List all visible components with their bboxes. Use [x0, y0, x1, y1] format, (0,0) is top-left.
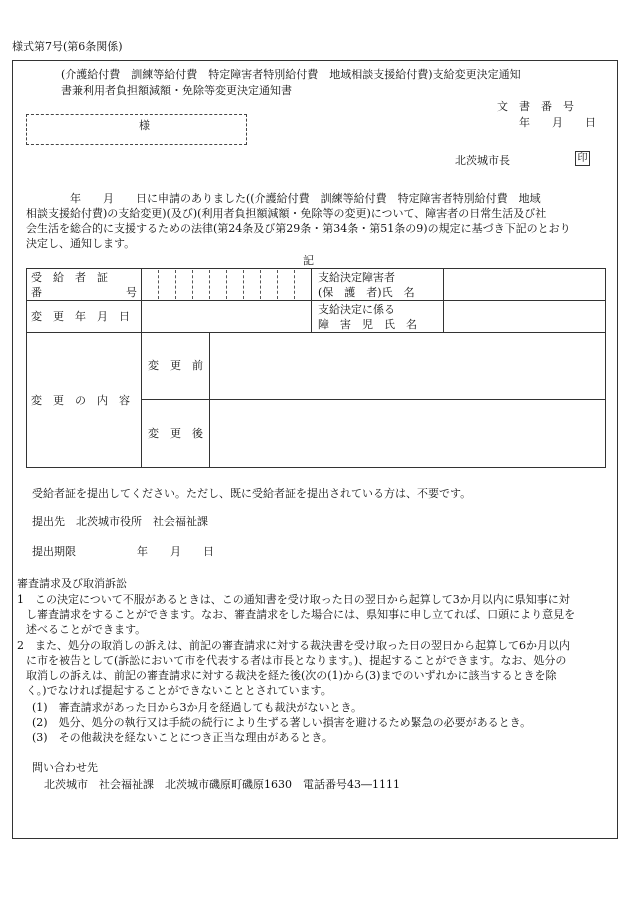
contact-detail: 北茨城市 社会福祉課 北茨城市磯原町磯原1630 電話番号43―1111: [44, 778, 400, 791]
body-line-2: 相談支援給付費)の支給変更)(及び)(利用者負担額減額・免除等の変更)について、障害者の日常生活及び社: [26, 207, 547, 220]
addressee-suffix: 様: [139, 119, 150, 132]
submit-notice: 受給者証を提出してください。ただし、既に受給者証を提出されている方は、不要です。: [32, 487, 472, 500]
change-content-label: 変 更 の 内 容: [31, 394, 130, 407]
appeal-item-2-line-4: く。)でなければ提起することができないこととされています。: [26, 684, 332, 697]
body-line-3: 会生活を総合的に支援するための法律(第24条及び第29条・第34条・第51条の9)の規定に基づき下記のとおり: [26, 222, 571, 235]
contact-label: 問い合わせ先: [32, 761, 98, 774]
recipient-number-label-1: 受 給 者 証: [31, 271, 108, 284]
recipient-number-label-2b: 号: [126, 286, 137, 299]
addressee-box: [26, 114, 247, 145]
appeal-sub-3: (3) その他裁決を経ないことにつき正当な理由があるとき。: [32, 731, 333, 744]
appeal-item-2-line-3: 取消しの訴えは、前記の審査請求に対する裁決を経た後(次の(1)から(3)までのいずれかに該当するときを除: [26, 669, 557, 682]
issuer-name: 北茨城市長: [455, 154, 510, 167]
title-line-2: 書兼利用者負担額減額・免除等変更決定通知書: [61, 84, 292, 97]
document-number-label: 文 書 番 号: [497, 100, 574, 113]
appeal-item-2-line-1: 2 また、処分の取消しの訴えは、前記の審査請求に対する裁決書を受け取った日の翌日から起算して6か月以内: [17, 639, 570, 652]
appeal-item-1-line-2: し審査請求をすることができます。なお、審査請求をした場合には、県知事に申し立てれば、口頭により意見を: [26, 608, 576, 621]
submit-to: 提出先 北茨城市役所 社会福祉課: [32, 515, 208, 528]
form-number: 様式第7号(第6条関係): [12, 40, 123, 53]
recipient-number-label-2a: 番: [31, 286, 42, 299]
after-change-label: 変 更 後: [148, 427, 203, 440]
decision-person-label-2: (保 護 者)氏 名: [318, 286, 415, 299]
title-line-1: (介護給付費 訓練等給付費 特定障害者特別給付費 地域相談支援給付費)支給変更決定通知: [61, 68, 521, 81]
appeal-sub-1: (1) 審査請求があった日から3か月を経過しても裁決がないとき。: [32, 701, 363, 714]
deadline-date: 年 月 日: [137, 545, 214, 558]
change-date-label: 変 更 年 月 日: [31, 310, 130, 323]
issue-date: 年 月 日: [519, 116, 596, 129]
decision-person-label-1: 支給決定障害者: [318, 271, 395, 284]
deadline-label: 提出期限: [32, 545, 76, 558]
seal-mark: 印: [575, 151, 590, 166]
appeal-item-1-line-1: 1 この決定について不服があるときは、この通知書を受け取った日の翌日から起算して3か月以内に県知事に対: [17, 593, 570, 606]
body-line-4: 決定し、通知します。: [26, 237, 136, 250]
appeal-item-2-line-2: に市を被告として(訴訟において市を代表する者は市長となります。)、提起することができます。なお、処分の: [26, 654, 567, 667]
body-line-1: 年 月 日に申請のありました((介護給付費 訓練等給付費 特定障害者特別給付費 地域: [26, 192, 541, 205]
ki-heading: 記: [303, 254, 314, 267]
appeal-sub-2: (2) 処分、処分の執行又は手続の続行により生ずる著しい損害を避けるため緊急の必要があるとき。: [32, 716, 532, 729]
appeal-item-1-line-3: 述べることができます。: [26, 623, 147, 636]
appeal-heading: 審査請求及び取消訴訟: [17, 577, 127, 590]
child-name-label-2: 障 害 児 氏 名: [318, 318, 417, 331]
child-name-label-1: 支給決定に係る: [318, 303, 395, 316]
before-change-label: 変 更 前: [148, 359, 203, 372]
